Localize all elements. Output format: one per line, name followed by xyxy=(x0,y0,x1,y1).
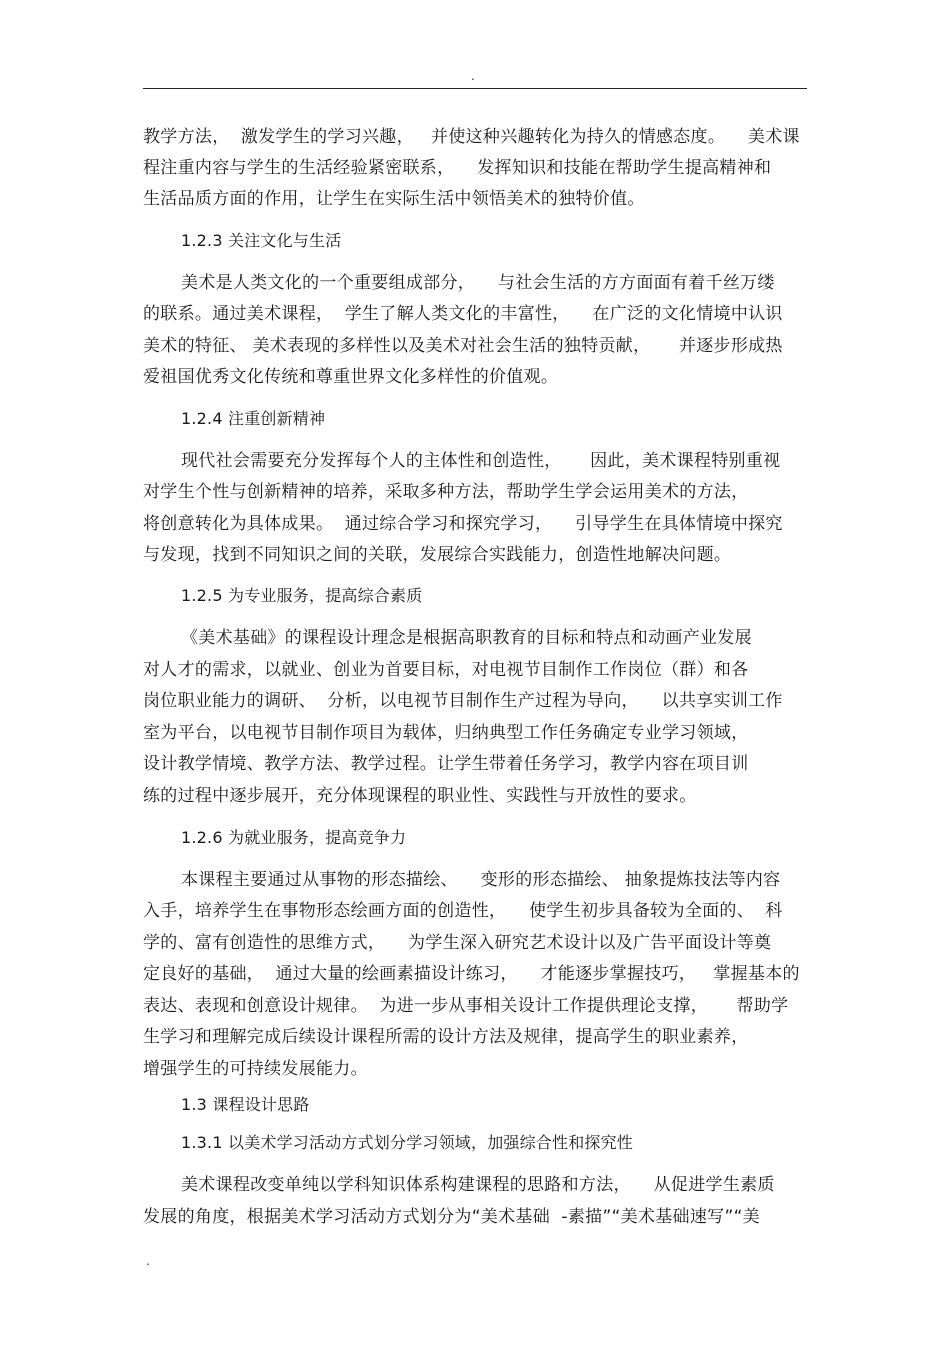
paragraph-4-line-4: 室为平台，以电视节目制作项目为载体，归纳典型工作任务确定专业学习领域， xyxy=(143,723,749,743)
paragraph-5-line-6: 生学习和理解完成后续设计课程所需的设计方法及规律，提高学生的职业素养， xyxy=(143,1027,749,1047)
paragraph-4-line-2: 对人才的需求，以就业、创业为首要目标，对电视节目制作工作岗位（群）和各 xyxy=(143,660,749,680)
paragraph-6-line-1: 美术课程改变单纯以学科知识体系构建课程的思路和方法， 从促进学生素质 xyxy=(181,1175,775,1195)
paragraph-3-line-4: 与发现，找到不同知识之间的关联，发展综合实践能力，创造性地解决问题。 xyxy=(143,545,732,565)
paragraph-4-line-6: 练的过程中逐步展开，充分体现课程的职业性、实践性与开放性的要求。 xyxy=(143,786,697,806)
paragraph-1-line-3: 生活品质方面的作用，让学生在实际生活中领悟美术的独特价值。 xyxy=(143,189,645,209)
paragraph-3-line-2: 对学生个性与创新精神的培养，采取多种方法，帮助学生学会运用美术的方法， xyxy=(143,482,749,502)
heading-1-2-3: 1.2.3 关注文化与生活 xyxy=(181,231,342,250)
paragraph-4-line-3: 岗位职业能力的调研、 分析，以电视节目制作生产过程为导向， 以共享实训工作 xyxy=(143,691,783,711)
paragraph-3-line-3: 将创意转化为具体成果。 通过综合学习和探究学习， 引导学生在具体情境中探究 xyxy=(143,514,783,534)
paragraph-5-line-1: 本课程主要通过从事物的形态描绘、 变形的形态描绘、 抽象提炼技法等内容 xyxy=(181,870,781,890)
header-mark: . xyxy=(471,69,475,83)
heading-1-2-4: 1.2.4 注重创新精神 xyxy=(181,409,326,428)
paragraph-4-line-1: 《美术基础》的课程设计理念是根据高职教育的目标和特点和动画产业发展 xyxy=(181,628,752,648)
paragraph-1-line-2: 程注重内容与学生的生活经验紧密联系， 发挥知识和技能在帮助学生提高精神和 xyxy=(143,158,772,178)
heading-1-3: 1.3 课程设计思路 xyxy=(181,1095,310,1114)
paragraph-5-line-4: 定良好的基础， 通过大量的绘画素描设计练习， 才能逐步掌握技巧， 掌握基本的 xyxy=(143,964,800,984)
heading-1-2-6: 1.2.6 为就业服务，提高竞争力 xyxy=(181,828,407,847)
paragraph-2-line-2: 的联系。通过美术课程， 学生了解人类文化的丰富性， 在广泛的文化情境中认识 xyxy=(143,304,783,324)
paragraph-6-line-2: 发展的角度，根据美术学习活动方式划分为“美术基础 -素描”“美术基础速写”“美 xyxy=(143,1207,760,1227)
paragraph-2-line-4: 爱祖国优秀文化传统和尊重世界文化多样性的价值观。 xyxy=(143,367,559,387)
paragraph-5-line-5: 表达、表现和创意设计规律。 为进一步从事相关设计工作提供理论支撑， 帮助学 xyxy=(143,996,789,1016)
paragraph-2-line-1: 美术是人类文化的一个重要组成部分， 与社会生活的方方面面有着千丝万缕 xyxy=(181,273,775,293)
paragraph-3-line-1: 现代社会需要充分发挥每个人的主体性和创造性， 因此，美术课程特别重视 xyxy=(181,451,781,471)
paragraph-5-line-2: 入手，培养学生在事物形态绘画方面的创造性， 使学生初步具备较为全面的、 科 xyxy=(143,901,783,921)
paragraph-5-line-3: 学的、富有创造性的思维方式， 为学生深入研究艺术设计以及广告平面设计等奠 xyxy=(143,933,772,953)
footer-mark: . xyxy=(146,1254,150,1268)
heading-1-3-1: 1.3.1 以美术学习活动方式划分学习领域，加强综合性和探究性 xyxy=(181,1133,633,1152)
paragraph-5-line-7: 增强学生的可持续发展能力。 xyxy=(143,1059,368,1079)
header-rule xyxy=(143,88,807,89)
paragraph-2-line-3: 美术的特征、 美术表现的多样性以及美术对社会生活的独特贡献， 并逐步形成热 xyxy=(143,336,783,356)
heading-1-2-5: 1.2.5 为专业服务，提高综合素质 xyxy=(181,586,423,605)
paragraph-1-line-1: 教学方法， 激发学生的学习兴趣， 并使这种兴趣转化为持久的情感态度。 美术课 xyxy=(143,127,800,147)
paragraph-4-line-5: 设计教学情境、教学方法、教学过程。让学生带着任务学习，教学内容在项目训 xyxy=(143,754,749,774)
